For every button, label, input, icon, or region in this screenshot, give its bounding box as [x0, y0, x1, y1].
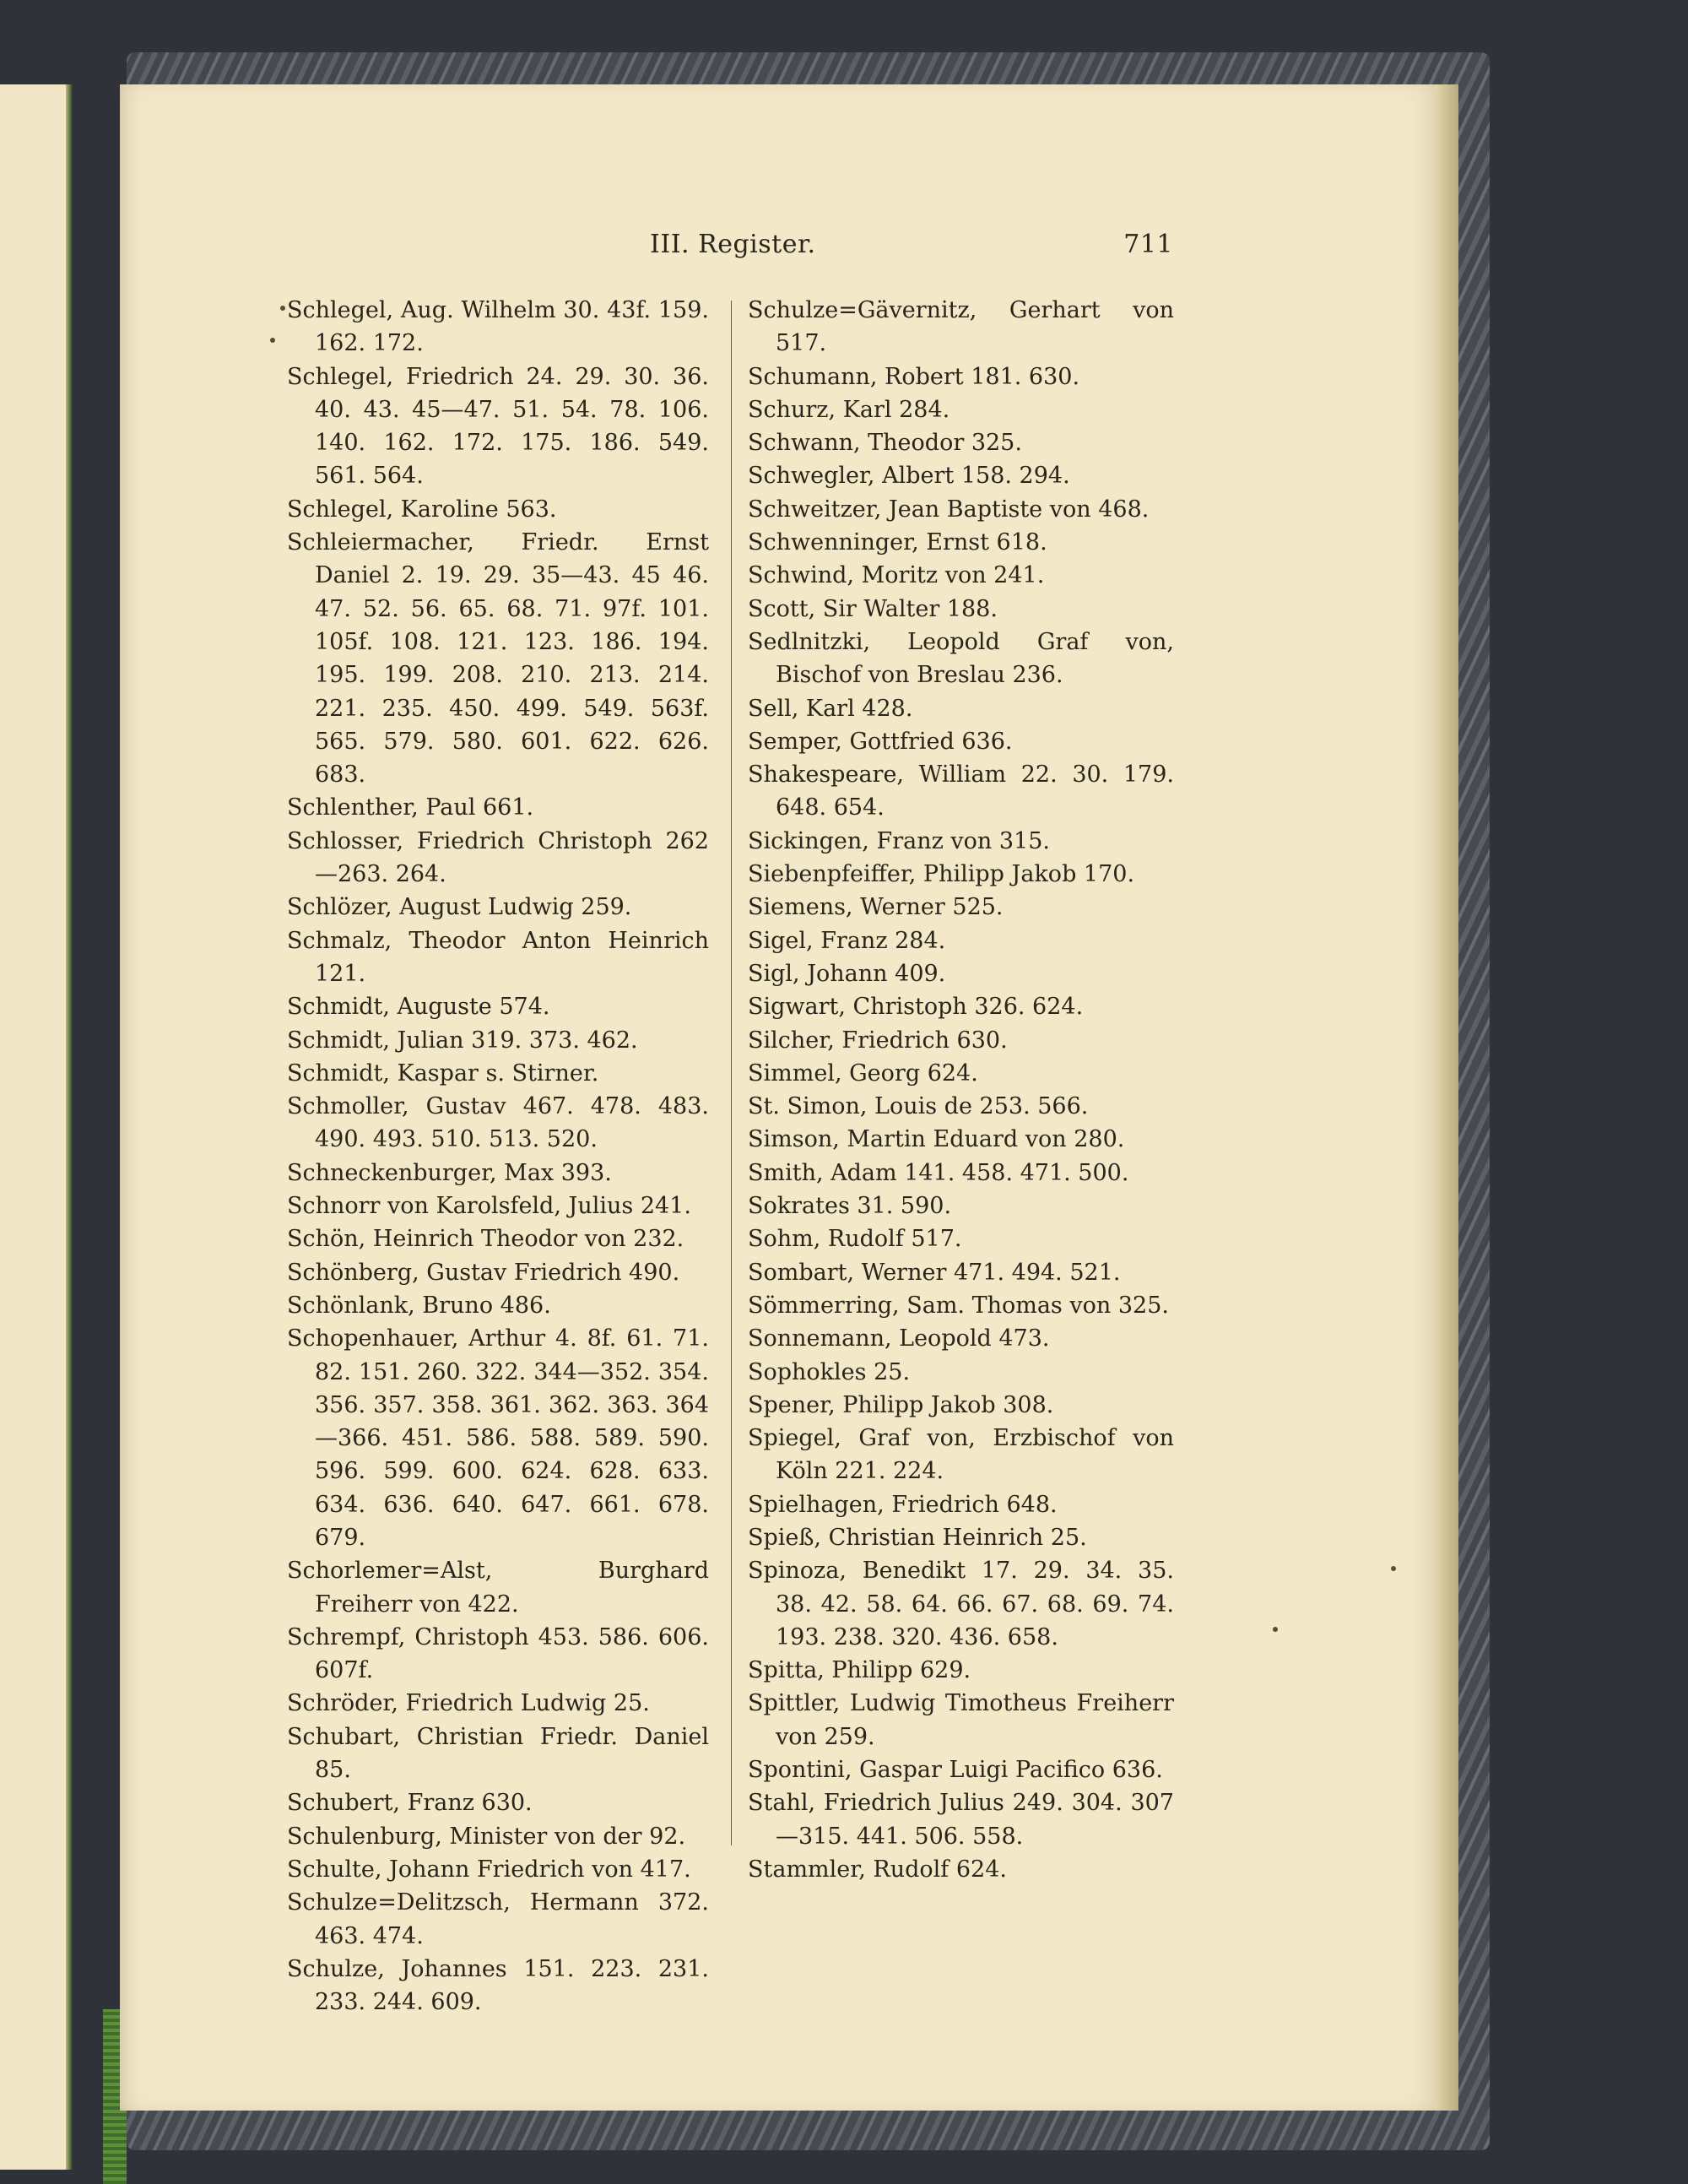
index-entry: Schubert, Franz 630.	[287, 1790, 533, 1817]
paper-speck	[280, 306, 285, 311]
index-entry: Schlegel, Friedrich 24. 29. 30. 36. 40. 43. 45—47. 51. 54. 78. 106. 140. 162. 172. 175. 186. 549. 561. 564.	[287, 363, 709, 490]
index-entry: Simson, Martin Eduard von 280.	[748, 1126, 1125, 1153]
index-entry: Schlegel, Aug. Wilhelm 30. 43f. 159. 162. 172.	[287, 297, 709, 357]
index-entry: Schurz, Karl 284.	[748, 396, 950, 423]
index-entry: Schulze, Johannes 151. 223. 231. 233. 244. 609.	[287, 1955, 709, 2016]
index-entry: Sokrates 31. 590.	[748, 1193, 952, 1220]
index-entry: Schulze=Gävernitz, Gerhart von 517.	[748, 297, 1174, 357]
index-entry: Spiegel, Graf von, Erzbischof von Köln 221. 224.	[748, 1425, 1174, 1485]
index-entry: Sonnemann, Leopold 473.	[748, 1325, 1050, 1352]
index-entry: Sömmerring, Sam. Thomas von 325.	[748, 1292, 1169, 1319]
index-entry: Sell, Karl 428.	[748, 695, 913, 722]
index-entry: Sigel, Franz 284.	[748, 927, 946, 954]
index-entry: Schwenninger, Ernst 618.	[748, 529, 1047, 556]
index-entry: Simmel, Georg 624.	[748, 1059, 978, 1087]
index-entry: Schlözer, August Ludwig 259.	[287, 894, 632, 921]
index-column-right	[748, 294, 1174, 1886]
index-entry: Schorlemer=Alst, Burghard Freiherr von 422.	[287, 1558, 709, 1618]
index-entry: Schwind, Moritz von 241.	[748, 562, 1045, 589]
page-stack-edge	[1435, 84, 1458, 2111]
index-entry: Spitta, Philipp 629.	[748, 1657, 971, 1684]
index-column-left	[287, 294, 709, 2019]
index-entry: Schwegler, Albert 158. 294.	[748, 463, 1070, 490]
index-entry: Schulenburg, Minister von der 92.	[287, 1823, 686, 1850]
index-entry: Schröder, Friedrich Ludwig 25.	[287, 1690, 650, 1717]
index-entry: Schmidt, Auguste 574.	[287, 994, 550, 1021]
index-entry: Siemens, Werner 525.	[748, 894, 1004, 921]
index-entry: Semper, Gottfried 636.	[748, 728, 1013, 755]
index-entry: Schrempf, Christoph 453. 586. 606. 607f.	[287, 1623, 709, 1684]
spine-gutter	[66, 84, 73, 2170]
index-entry: Silcher, Friedrich 630.	[748, 1027, 1008, 1054]
index-entry: Schubart, Christian Friedr. Daniel 85.	[287, 1723, 709, 1784]
index-entry: Smith, Adam 141. 458. 471. 500.	[748, 1159, 1129, 1186]
index-entry: Sedlnitzki, Leopold Graf von, Bischof von Breslau 236.	[748, 628, 1174, 689]
index-entry: Spener, Philipp Jakob 308.	[748, 1391, 1054, 1418]
index-entry: Schweitzer, Jean Baptiste von 468.	[748, 496, 1150, 523]
index-entry: Schlenther, Paul 661.	[287, 794, 534, 821]
index-entry: Spittler, Ludwig Timotheus Freiherr von 259.	[748, 1690, 1174, 1750]
index-entry: Schumann, Robert 181. 630.	[748, 363, 1080, 390]
index-entry: Sohm, Rudolf 517.	[748, 1226, 962, 1253]
running-header	[650, 230, 1173, 272]
index-entry: Schlegel, Karoline 563.	[287, 496, 557, 523]
index-entry: Sigwart, Christoph 326. 624.	[748, 994, 1084, 1021]
index-entry: Sigl, Johann 409.	[748, 960, 946, 987]
column-divider	[731, 301, 732, 1845]
index-entry: Schmidt, Julian 319. 373. 462.	[287, 1027, 638, 1054]
index-entry: Shakespeare, William 22. 30. 179. 648. 654.	[748, 761, 1174, 821]
left-page-edge	[0, 84, 71, 2170]
index-entry: Sombart, Werner 471. 494. 521.	[748, 1259, 1121, 1286]
page-number: 711	[1123, 230, 1173, 259]
paper-speck	[270, 338, 275, 343]
index-entry: Schönberg, Gustav Friedrich 490.	[287, 1259, 680, 1286]
index-entry: Spielhagen, Friedrich 648.	[748, 1491, 1058, 1518]
index-entry: Spinoza, Benedikt 17. 29. 34. 35. 38. 42. 58. 64. 66. 67. 68. 69. 74. 193. 238. 320. 436. 658.	[748, 1558, 1174, 1650]
index-entry: Spontini, Gaspar Luigi Pacifico 636.	[748, 1757, 1163, 1784]
index-entry: Spieß, Christian Heinrich 25.	[748, 1524, 1087, 1551]
index-entry: Schulte, Johann Friedrich von 417.	[287, 1856, 691, 1883]
index-entry: Schulze=Delitzsch, Hermann 372. 463. 474.	[287, 1889, 709, 1949]
index-entry: Sickingen, Franz von 315.	[748, 827, 1050, 854]
index-entry: Stahl, Friedrich Julius 249. 304. 307—315. 441. 506. 558.	[748, 1790, 1174, 1850]
index-entry: Schlosser, Friedrich Christoph 262—263. 264.	[287, 827, 709, 888]
index-entry: Schnorr von Karolsfeld, Julius 241.	[287, 1193, 691, 1220]
index-entry: Schwann, Theodor 325.	[748, 430, 1022, 457]
section-title: III. Register.	[650, 230, 816, 259]
index-entry: St. Simon, Louis de 253. 566.	[748, 1093, 1089, 1120]
index-entry: Schopenhauer, Arthur 4. 8f. 61. 71. 82. 151. 260. 322. 344—352. 354. 356. 357. 358. 361. 362. 363. 364—366. 451. 586. 588. 589. 590. 596. 599. 600. 624. 628. 633. 634. 636. 640. 647. 661. 678. 679.	[287, 1325, 709, 1551]
index-entry: Scott, Sir Walter 188.	[748, 595, 998, 622]
index-entry: Schmalz, Theodor Anton Heinrich 121.	[287, 927, 709, 987]
paper-speck	[1273, 1627, 1278, 1632]
index-entry: Schneckenburger, Max 393.	[287, 1159, 612, 1186]
index-entry: Schleiermacher, Friedr. Ernst Daniel 2. 19. 29. 35—43. 45 46. 47. 52. 56. 65. 68. 71. 97f. 101. 105f. 108. 121. 123. 186. 194. 195. 199. 208. 210. 213. 214. 221. 235. 450. 499. 549. 563f. 565. 579. 580. 601. 622. 626. 683.	[287, 529, 709, 789]
index-entry: Siebenpfeiffer, Philipp Jakob 170.	[748, 861, 1135, 888]
paper-speck	[1391, 1566, 1396, 1571]
index-entry: Schönlank, Bruno 486.	[287, 1292, 551, 1319]
index-entry: Schmidt, Kaspar s. Stirner.	[287, 1059, 599, 1087]
index-entry: Schmoller, Gustav 467. 478. 483. 490. 493. 510. 513. 520.	[287, 1093, 709, 1153]
index-entry: Schön, Heinrich Theodor von 232.	[287, 1226, 684, 1253]
index-entry: Stammler, Rudolf 624.	[748, 1856, 1007, 1883]
index-entry: Sophokles 25.	[748, 1358, 911, 1385]
